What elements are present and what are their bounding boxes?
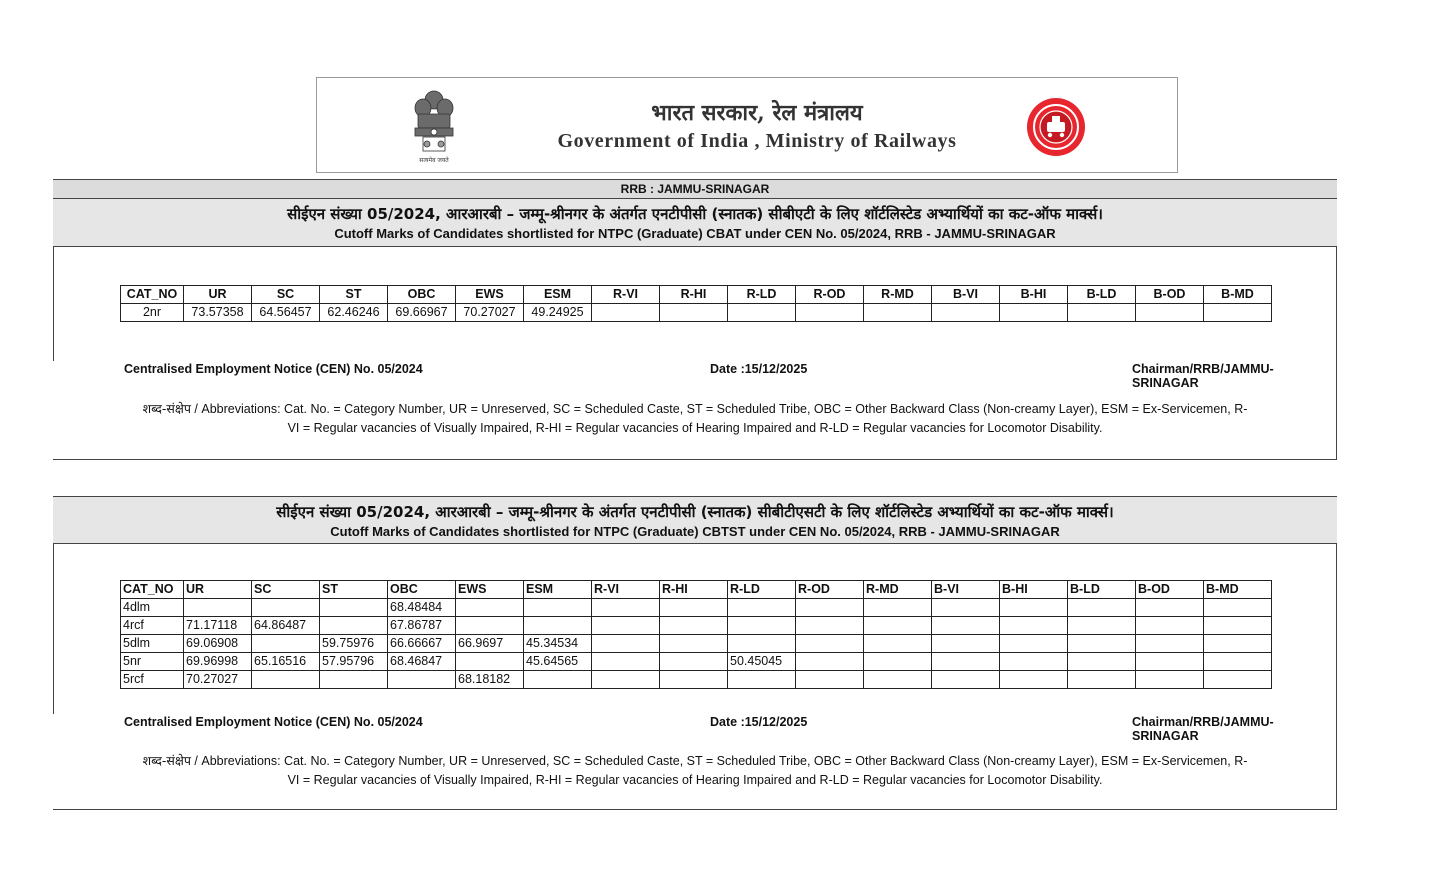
table-cell: [320, 599, 388, 617]
column-header: R-MD: [864, 581, 932, 599]
table-cell: [1136, 304, 1204, 322]
column-header: SC: [252, 581, 320, 599]
emblem-caption: सत्यमेव जयते: [419, 157, 449, 164]
table-cell: [728, 671, 796, 689]
indian-railways-logo-icon: [1025, 96, 1087, 158]
table-cell: 73.57358: [184, 304, 252, 322]
table-cell: [1068, 671, 1136, 689]
cutoff-table-cbtst: [120, 580, 1272, 689]
table-cell: 66.66667: [388, 635, 456, 653]
abbreviations-line-2: VI = Regular vacancies of Visually Impaired, R-HI = Regular vacancies of Hearing Impaired and R-LD = Regular vacancies for Locomotor Disability.: [287, 421, 1103, 435]
table-cell: 59.75976: [320, 635, 388, 653]
table-cell: [1000, 599, 1068, 617]
table-cell: [592, 599, 660, 617]
table-cell: [252, 599, 320, 617]
table-cell: [864, 653, 932, 671]
signatory: Chairman/RRB/JAMMU-SRINAGAR: [1132, 715, 1274, 743]
column-header: B-MD: [1204, 581, 1272, 599]
table-cell: [1000, 617, 1068, 635]
column-header: B-VI: [932, 581, 1000, 599]
board-title: RRB : JAMMU-SRINAGAR: [53, 179, 1337, 199]
table-cell: 5nr: [121, 653, 184, 671]
table-cell: [524, 617, 592, 635]
table-row: [121, 671, 1272, 689]
table-row: [121, 653, 1272, 671]
table-cell: [1000, 671, 1068, 689]
table-cell: [660, 599, 728, 617]
table-cell: 66.9697: [456, 635, 524, 653]
table-cell: [1204, 671, 1272, 689]
cen-number: Centralised Employment Notice (CEN) No. 05/2024: [124, 715, 423, 729]
table-cell: [1204, 653, 1272, 671]
table-cell: [728, 599, 796, 617]
table-cell: [320, 617, 388, 635]
table-cell: [932, 599, 1000, 617]
cutoff-table-cbat: [120, 285, 1272, 322]
notice-date: Date :15/12/2025: [710, 362, 808, 376]
table-cell: [592, 635, 660, 653]
table-cell: [592, 671, 660, 689]
table-row: [121, 635, 1272, 653]
table-cell: [932, 304, 1000, 322]
heading-english: Cutoff Marks of Candidates shortlisted for NTPC (Graduate) CBAT under CEN No. 05/2024, RRB - JAMMU-SRINAGAR: [334, 226, 1056, 241]
heading-hindi: सीईएन संख्या 05/2024, आरआरबी – जम्मू-श्रीनगर के अंतर्गत एनटीपीसी (स्नातक) सीबीएटी के लिए शॉर्टलिस्टेड अभ्यार्थियों का कट-ऑफ मार्क्स।: [287, 205, 1103, 223]
table-cell: [1136, 653, 1204, 671]
abbreviations-hindi-label: शब्द-संक्षेप: [142, 753, 191, 768]
table-cell: [864, 617, 932, 635]
table-cell: [728, 304, 796, 322]
table-cell: [252, 671, 320, 689]
table-cell: [388, 671, 456, 689]
national-emblem-icon: [409, 86, 459, 166]
table-cell: 70.27027: [184, 671, 252, 689]
table-cell: [796, 671, 864, 689]
table-row: [121, 617, 1272, 635]
table-cell: [728, 617, 796, 635]
table-cell: 57.95796: [320, 653, 388, 671]
column-header: B-OD: [1136, 581, 1204, 599]
column-header: R-LD: [728, 581, 796, 599]
table-cell: [660, 617, 728, 635]
table-cell: [184, 599, 252, 617]
column-header: R-HI: [660, 286, 728, 304]
table-cell: [320, 671, 388, 689]
column-header: ST: [320, 581, 388, 599]
table-cell: 50.45045: [728, 653, 796, 671]
column-header: OBC: [388, 286, 456, 304]
table-cell: [1068, 617, 1136, 635]
table-cell: 49.24925: [524, 304, 592, 322]
table-cell: [660, 304, 728, 322]
table-cell: [592, 617, 660, 635]
table-cell: [660, 653, 728, 671]
table-cell: 68.46847: [388, 653, 456, 671]
table-cell: [456, 653, 524, 671]
banner-title: [517, 100, 997, 154]
column-header: R-VI: [592, 581, 660, 599]
column-header: B-HI: [1000, 581, 1068, 599]
column-header: UR: [184, 581, 252, 599]
column-header: B-LD: [1068, 581, 1136, 599]
table-cell: 69.96998: [184, 653, 252, 671]
cbtst-cutoff-section: [53, 496, 1337, 810]
abbreviations-note: [127, 399, 1263, 438]
table-cell: [864, 304, 932, 322]
frame-bottom-border: [53, 809, 1337, 810]
cen-number: Centralised Employment Notice (CEN) No. 05/2024: [124, 362, 423, 376]
table-cell: [1068, 304, 1136, 322]
column-header: R-HI: [660, 581, 728, 599]
table-cell: [1136, 617, 1204, 635]
abbreviations-line-1: / Abbreviations: Cat. No. = Category Number, UR = Unreserved, SC = Scheduled Caste, ST = Scheduled Tribe, OBC = Other Backward Class (Non-creamy Layer), ESM = Ex-Servicemen, R-: [190, 402, 1248, 416]
column-header: ESM: [524, 581, 592, 599]
abbreviations-note: [127, 751, 1263, 790]
table-cell: 69.66967: [388, 304, 456, 322]
frame-bottom-border: [53, 459, 1337, 460]
table-cell: 62.46246: [320, 304, 388, 322]
cbat-cutoff-section: [53, 179, 1337, 460]
table-cell: [524, 599, 592, 617]
table-cell: [1136, 671, 1204, 689]
table-cell: [1204, 635, 1272, 653]
table-cell: [592, 304, 660, 322]
table-cell: [456, 617, 524, 635]
column-header: ESM: [524, 286, 592, 304]
column-header: EWS: [456, 581, 524, 599]
table-cell: 69.06908: [184, 635, 252, 653]
section-heading: [53, 496, 1337, 544]
table-cell: [252, 635, 320, 653]
table-cell: [1068, 653, 1136, 671]
table-cell: 45.34534: [524, 635, 592, 653]
table-cell: [1000, 653, 1068, 671]
table-cell: 4dlm: [121, 599, 184, 617]
notice-date: Date :15/12/2025: [710, 715, 808, 729]
table-cell: [1000, 635, 1068, 653]
column-header: R-OD: [796, 581, 864, 599]
column-header: ST: [320, 286, 388, 304]
table-cell: [1136, 635, 1204, 653]
header-banner: [316, 77, 1178, 173]
table-row: [121, 304, 1272, 322]
column-header: B-MD: [1204, 286, 1272, 304]
column-header: B-HI: [1000, 286, 1068, 304]
table-cell: [796, 304, 864, 322]
banner-title-hindi: भारत सरकार, रेल मंत्रालय: [651, 100, 863, 126]
column-header: B-VI: [932, 286, 1000, 304]
column-header: SC: [252, 286, 320, 304]
table-cell: 4rcf: [121, 617, 184, 635]
table-cell: [660, 671, 728, 689]
abbreviations-line-2: VI = Regular vacancies of Visually Impaired, R-HI = Regular vacancies of Hearing Impaired and R-LD = Regular vacancies for Locomotor Disability.: [287, 773, 1103, 787]
table-cell: 45.64565: [524, 653, 592, 671]
table-cell: 5rcf: [121, 671, 184, 689]
abbreviations-line-1: / Abbreviations: Cat. No. = Category Number, UR = Unreserved, SC = Scheduled Caste, ST = Scheduled Tribe, OBC = Other Backward Class (Non-creamy Layer), ESM = Ex-Servicemen, R-: [190, 754, 1248, 768]
table-cell: [932, 671, 1000, 689]
column-header: B-LD: [1068, 286, 1136, 304]
table-cell: [1068, 635, 1136, 653]
table-cell: [660, 635, 728, 653]
table-cell: 64.56457: [252, 304, 320, 322]
table-cell: [456, 599, 524, 617]
table-cell: 67.86787: [388, 617, 456, 635]
table-cell: 70.27027: [456, 304, 524, 322]
table-cell: [1204, 304, 1272, 322]
section-heading: [53, 199, 1337, 247]
table-cell: [932, 635, 1000, 653]
column-header: R-OD: [796, 286, 864, 304]
table-cell: [864, 599, 932, 617]
table-cell: 68.18182: [456, 671, 524, 689]
table-cell: [796, 599, 864, 617]
table-cell: [796, 635, 864, 653]
table-cell: [1000, 304, 1068, 322]
table-cell: [864, 671, 932, 689]
column-header: CAT_NO: [121, 286, 184, 304]
column-header: UR: [184, 286, 252, 304]
column-header: CAT_NO: [121, 581, 184, 599]
table-cell: [1068, 599, 1136, 617]
table-cell: [796, 617, 864, 635]
table-cell: [728, 635, 796, 653]
heading-english: Cutoff Marks of Candidates shortlisted for NTPC (Graduate) CBTST under CEN No. 05/2024, RRB - JAMMU-SRINAGAR: [330, 524, 1060, 539]
column-header: R-VI: [592, 286, 660, 304]
table-cell: 2nr: [121, 304, 184, 322]
table-cell: [1204, 617, 1272, 635]
table-cell: [1204, 599, 1272, 617]
column-header: EWS: [456, 286, 524, 304]
table-header-row: [121, 581, 1272, 599]
column-header: R-MD: [864, 286, 932, 304]
table-cell: [1136, 599, 1204, 617]
table-cell: 5dlm: [121, 635, 184, 653]
heading-hindi: सीईएन संख्या 05/2024, आरआरबी – जम्मू-श्रीनगर के अंतर्गत एनटीपीसी (स्नातक) सीबीटीएसटी के लिए शॉर्टलिस्टेड अभ्यार्थियों का कट-ऑफ मार्क्स।: [276, 503, 1114, 521]
table-cell: 68.48484: [388, 599, 456, 617]
table-cell: [524, 671, 592, 689]
abbreviations-hindi-label: शब्द-संक्षेप: [142, 401, 191, 416]
column-header: B-OD: [1136, 286, 1204, 304]
column-header: OBC: [388, 581, 456, 599]
signatory: Chairman/RRB/JAMMU-SRINAGAR: [1132, 362, 1274, 390]
table-cell: [864, 635, 932, 653]
table-cell: 71.17118: [184, 617, 252, 635]
banner-title-english: Government of India , Ministry of Railways: [557, 130, 957, 152]
table-cell: 65.16516: [252, 653, 320, 671]
table-cell: [796, 653, 864, 671]
column-header: R-LD: [728, 286, 796, 304]
table-cell: 64.86487: [252, 617, 320, 635]
table-header-row: [121, 286, 1272, 304]
table-cell: [932, 617, 1000, 635]
table-row: [121, 599, 1272, 617]
table-cell: [932, 653, 1000, 671]
table-cell: [592, 653, 660, 671]
